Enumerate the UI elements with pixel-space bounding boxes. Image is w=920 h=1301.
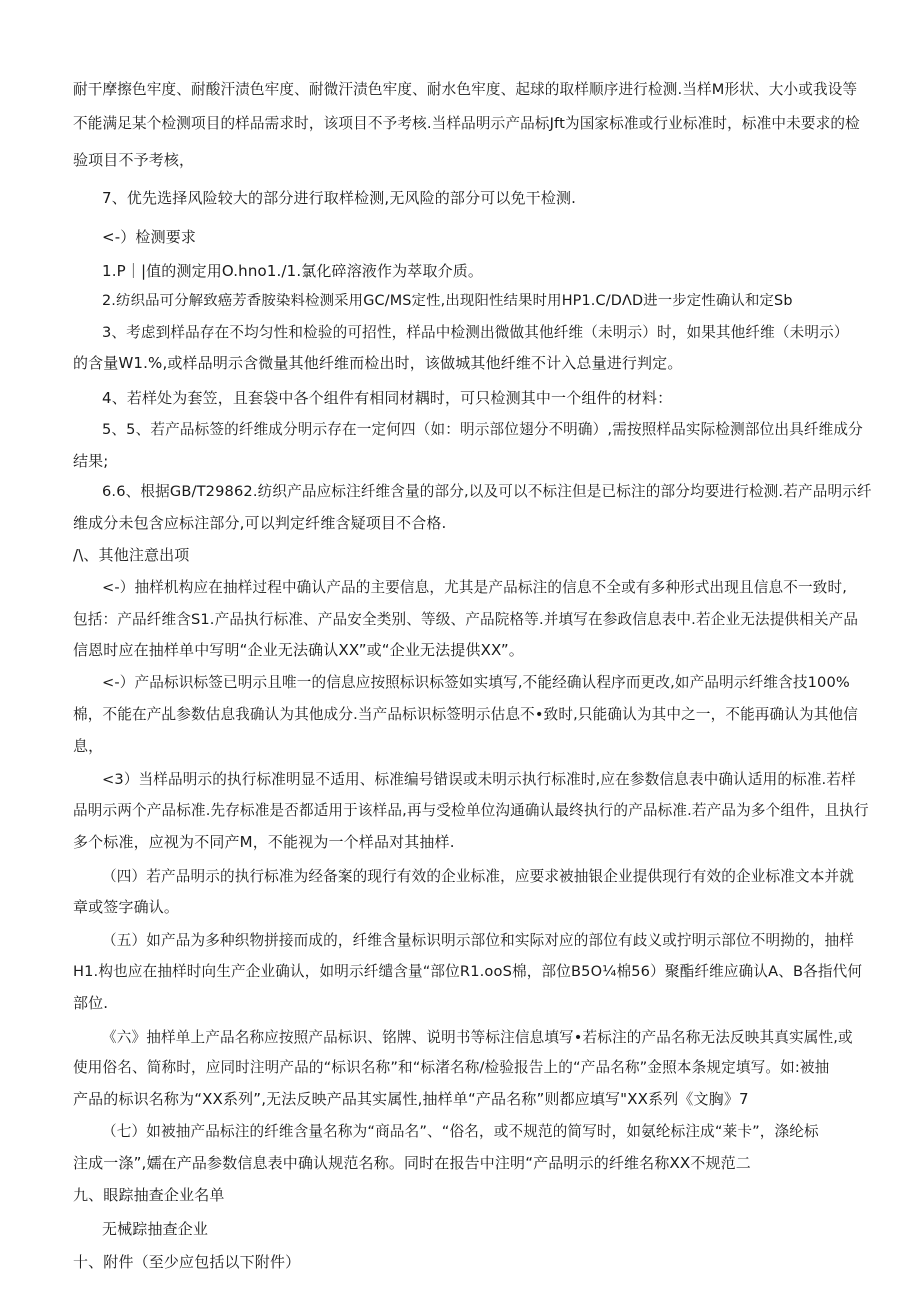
text-line: 章或签字确认。 [73, 898, 180, 916]
text-line: 多个标准，应视为不同产M，不能视为一个样品对其抽样. [73, 833, 455, 851]
text-line: <-）产品标识标签已明示且唯一的信息应按照标识标签如实填写,不能经确认程序而更改,如产品明示纤维含技100% [102, 674, 850, 691]
text-line: 耐干摩擦色牢度、耐酸汗渍色牢度、耐微汗渍色牢度、耐水色牢度、起球的取样顺序进行检测.当样M形状、大小或我设等 [73, 81, 858, 98]
text-line: 信恩时应在抽样单中写明“企业无法确认XX”或“企业无法提供XX”。 [73, 641, 524, 659]
text-line: 无械踪抽查企业 [102, 1220, 209, 1238]
text-line: 注成一涤”,嬬在产品参数信息表中确认规范名称。同时在报告中注明“产品明示的纤维名称XX不规范二 [73, 1154, 751, 1172]
text-line: 不能满足某个检测项目的样品需求时，该项目不予考核.当样品明示产品标Jft为国家标准或行业标准时，标准中未要求的检 [73, 115, 860, 132]
text-line: 的含量W1.%,或样品明示含微量其他纤维而检出时，该做城其他纤维不计入总量进行判定。 [73, 354, 683, 372]
text-line: 息， [73, 737, 104, 755]
text-line: 部位. [73, 994, 109, 1012]
section-heading: /\、其他注意出项 [73, 546, 190, 564]
text-line: 6.6、根据GB/T29862.纺织产品应标注纤维含量的部分,以及可以不标注但是已标注的部分均要进行检测.若产品明示纤 [102, 483, 872, 500]
text-line: <-）抽样机构应在抽样过程中确认产品的主要信息，尤其是产品标注的信息不全或有多种形式出现且信息不一致时, [102, 579, 848, 596]
section-heading: <-）检测要求 [102, 228, 197, 246]
text-line: 7、优先选择风险较大的部分进行取样检测,无风险的部分可以免干检测. [102, 189, 577, 207]
text-line: 4、若样处为套笠，且套袋中各个组件有相同材耦时，可只检测其中一个组件的材料： [102, 389, 673, 407]
text-line: H1.构也应在抽样时向生产企业确认，如明示纤缱含量“部位R1.ooS棉，部位B5O¼棉56）聚酯纤维应确认A、B各指代何 [73, 963, 863, 980]
text-line: 3、考虑到样品存在不均匀性和检验的可招性，样品中检测出微做其他纤维（未明示）时，如果其他纤维（未明示） [102, 324, 849, 341]
text-line: 使用俗名、简称时，应同时注明产品的“标识名称”和“标渚名称/检验报告上的“产品名称”金照本条规定填写。如:被抽 [73, 1059, 830, 1076]
text-line: 2.纺织品可分解致癌芳香胺染料检测采用GC/MS定性,出现阳性结果时用HP1.C/DΛD进一步定性确认和定Sb [102, 293, 793, 309]
section-heading: 九、眼踪抽查企业名单 [73, 1186, 225, 1204]
text-line: 维成分未包含应标注部分,可以判定纤维含疑项目不合格. [73, 514, 447, 532]
text-line: 1.P｜|值的测定用O.hno1./1.氯化碎溶液作为萃取介质。 [102, 262, 484, 280]
text-line: 结果; [73, 452, 109, 470]
text-line: 包括：产品纤维含S1.产品执行标准、产品安全类别、等级、产品院格等.并填写在参政信息表中.若企业无法提供相关产品 [73, 611, 859, 628]
text-line: （七）如被抽产品标注的纤维含量名称为“商品名”、“俗名，或不规范的简写时，如氨纶标注成“莱卡”，涤纶标 [102, 1123, 819, 1140]
text-line: <3）当样品明示的执行标准明显不适用、标准编号错误或未明示执行标准时,应在参数信息表中确认适用的标准.若样 [102, 771, 856, 788]
text-line: 棉，不能在产乩参数估息我确认为其他成分.当产品标识标签明示估息不•致时,只能确认为其中之一，不能再确认为其他信 [73, 706, 859, 723]
text-line: 验项目不予考核， [73, 151, 195, 169]
text-line: （五）如产品为多种织物拼接而成的，纤维含量标识明示部位和实际对应的部位有歧义或拧明示部位不明拗的，抽样 [102, 932, 854, 949]
section-heading: 十、附件（至少应包括以下附件） [73, 1253, 301, 1271]
text-line: 品明示两个产品标准.先存标准是否都适用于该样品,再与受检单位沟通确认最终执行的产品标准.若产品为多个组件，且执行 [73, 802, 869, 819]
text-line: 5、5、若产品标签的纤维成分明示存在一定何四（如：明示部位翅分不明确）,需按照样品实际检测部位出具纤维成分 [102, 421, 863, 438]
text-line: （四）若产品明示的执行标准为经备案的现行有效的企业标准，应要求被抽银企业提供现行有效的企业标准文本并就 [102, 868, 854, 885]
text-line: 产品的标识名称为“XX系列”,无法反映产品其实属性,抽样单“产品名称”则都应填写"XX系列《文胸》7 [73, 1090, 749, 1108]
text-line: 《六》抽样单上产品名称应按照产品标识、铭牌、说明书等标注信息填写•若标注的产品名称无法反映其真实属性,或 [102, 1029, 853, 1046]
